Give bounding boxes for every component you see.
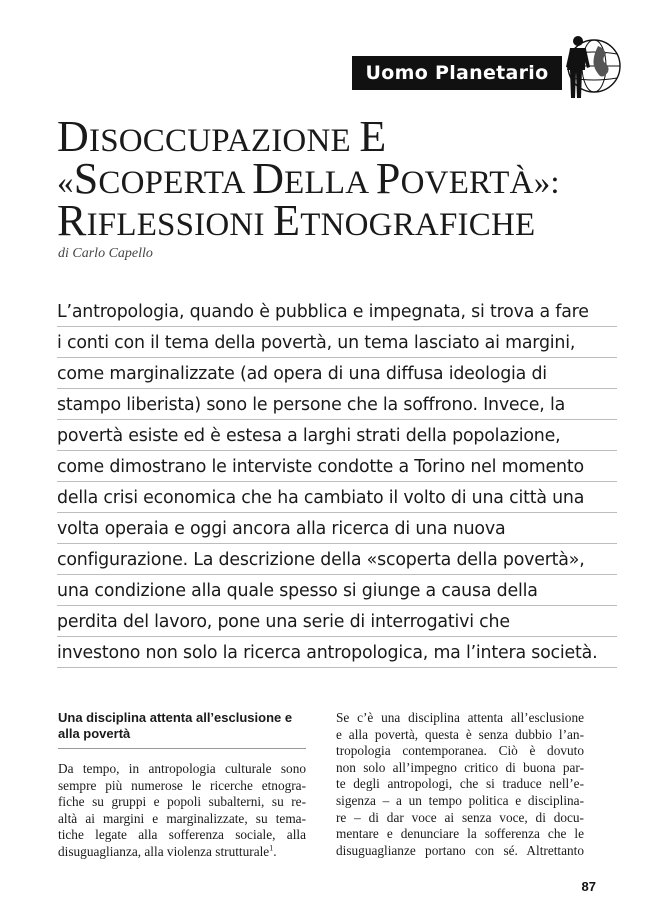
body-line: re – di dar voce ai senza voce, di docu- [336, 809, 584, 825]
abstract-line: configurazione. La descrizione della «scoperta della povertà», [57, 544, 617, 575]
section-subheading [58, 710, 306, 749]
author-byline: di Carlo Capello [58, 246, 153, 261]
abstract-line: volta operaia e oggi ancora alla ricerca di una nuova [57, 513, 617, 544]
abstract [57, 296, 617, 668]
page-number: 87 [581, 879, 596, 894]
title-line: «SCOPERTA DELLA POVERTÀ»: [57, 154, 560, 203]
body-line: tropologia contemporanea. Ciò è dovuto [336, 743, 584, 759]
abstract-line: della crisi economica che ha cambiato il volto di una città una [57, 482, 617, 513]
title-line: RIFLESSIONI ETNOGRAFICHE [57, 196, 536, 245]
footnote-ref[interactable]: 1 [269, 843, 274, 853]
body-line: e alla povertà, questa è senza dubbio l’an- [336, 726, 584, 742]
abstract-line: come marginalizzate (ad opera di una diffusa ideologia di [57, 358, 617, 389]
body-line: te degli antropologi, che si traduce nell’e- [336, 776, 584, 792]
abstract-line: povertà esiste ed è estesa a larghi strati della popolazione, [57, 420, 617, 451]
abstract-line: stampo liberista) sono le persone che la soffrono. Invece, la [57, 389, 617, 420]
body-line: fiche su gruppi e popoli subalterni, su re- [58, 794, 306, 810]
article-title [57, 112, 617, 245]
abstract-line: investono non solo la ricerca antropologica, ma l’intera società. [57, 637, 617, 668]
body-line: sempre più numerose le ricerche etnogra- [58, 777, 306, 793]
body-line: sigenza – a un tempo politica e disciplina- [336, 792, 584, 808]
body-line: tiche legate alla sofferenza sociale, alla [58, 827, 306, 843]
body-line [58, 844, 306, 861]
section-badge: Uomo Planetario [352, 56, 562, 90]
title-line: DISOCCUPAZIONE E [57, 112, 387, 161]
left-column [58, 710, 306, 861]
abstract-line: perdita del lavoro, pone una serie di interrogativi che [57, 606, 617, 637]
subheading-line: alla povertà [58, 726, 131, 741]
abstract-line: come dimostrano le interviste condotte a Torino nel momento [57, 451, 617, 482]
man-with-globe-icon [558, 32, 622, 100]
abstract-line: L’antropologia, quando è pubblica e impegnata, si trova a fare [57, 296, 617, 327]
abstract-line: i conti con il tema della povertà, un tema lasciato ai margini, [57, 327, 617, 358]
body-line: disuguaglianze portano con sé. Altrettanto [336, 842, 584, 858]
subheading-line: Una disciplina attenta all’esclusione e [58, 710, 293, 725]
sentence-end: . [273, 843, 277, 859]
body-line: altà ai margini e marginalizzate, su tema- [58, 810, 306, 826]
page-header [352, 28, 622, 98]
body-line: non solo all’impegno critico di buona par- [336, 759, 584, 775]
body-line: mentare e denunciare la sofferenza che le [336, 826, 584, 842]
body-line: Da tempo, in antropologia culturale sono [58, 761, 306, 776]
body-line: Se c’è una disciplina attenta all’esclusione [336, 710, 584, 725]
abstract-line: una condizione alla quale spesso si giunge a causa della [57, 575, 617, 606]
right-column [336, 710, 584, 859]
body-line-text: disuguaglianza, alla violenza strutturale [58, 843, 270, 859]
